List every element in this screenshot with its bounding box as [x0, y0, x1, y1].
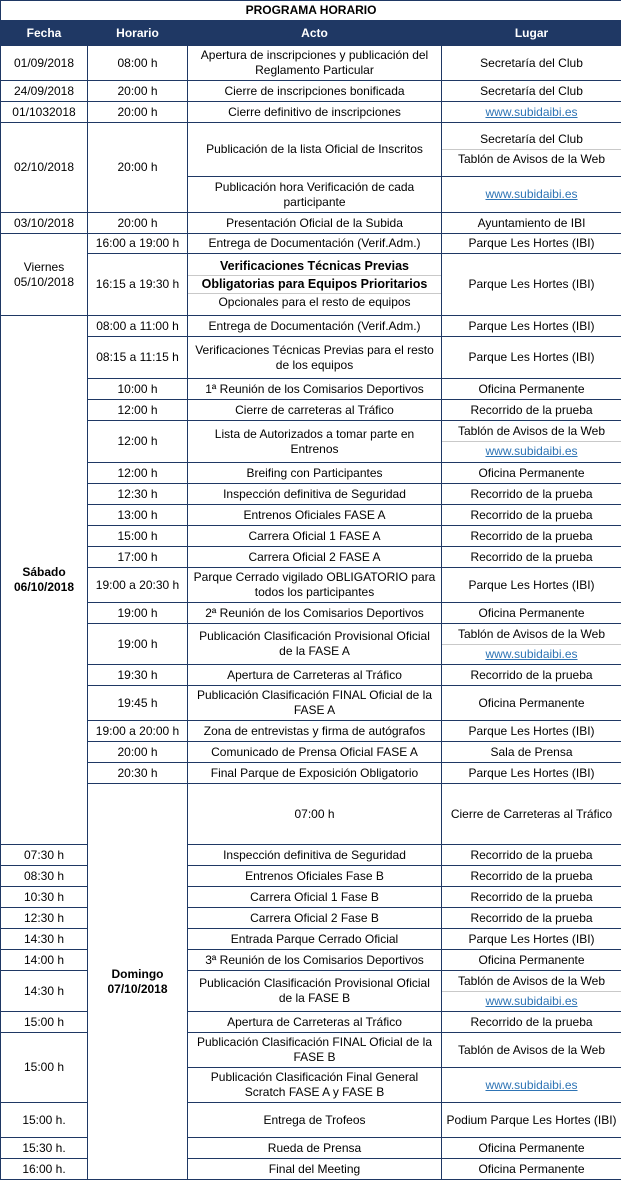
fecha-date: 05/10/2018	[3, 275, 85, 290]
table-row	[1, 721, 621, 742]
lugar-cell	[442, 421, 621, 463]
horario-cell: 19:30 h	[88, 665, 188, 686]
horario-cell: 08:30 h	[1, 866, 88, 887]
table-row	[1, 547, 621, 568]
horario-cell: 16:15 a 19:30 h	[88, 254, 188, 316]
table-row	[1, 505, 621, 526]
fecha-cell: 01/1032018	[1, 102, 88, 123]
acto-cell: Verificaciones Técnicas Previas para el resto de los equipos	[188, 337, 442, 379]
lugar-cell: Recorrido de la prueba	[442, 505, 621, 526]
lugar-link[interactable]: www.subidaibi.es	[442, 1068, 621, 1103]
lugar-cell: Secretaría del Club	[442, 81, 621, 102]
acto-cell: 3ª Reunión de los Comisarios Deportivos	[188, 950, 442, 971]
lugar-cell: Oficina Permanente	[442, 1138, 621, 1159]
fecha-cell: 01/09/2018	[1, 46, 88, 81]
horario-cell: 08:00 a 11:00 h	[88, 316, 188, 337]
horario-cell: 15:00 h	[88, 526, 188, 547]
lugar-link[interactable]: www.subidaibi.es	[442, 102, 621, 123]
acto-cell: Cierre de carreteras al Tráfico	[188, 400, 442, 421]
header-acto: Acto	[188, 21, 442, 46]
acto-cell: Final Parque de Exposición Obligatorio	[188, 763, 442, 784]
header-horario: Horario	[88, 21, 188, 46]
horario-cell: 12:30 h	[88, 484, 188, 505]
horario-cell: 20:00 h	[88, 81, 188, 102]
acto-cell: Cierre de inscripciones bonificada	[188, 81, 442, 102]
table-row	[1, 123, 621, 177]
lugar-link[interactable]: www.subidaibi.es	[442, 441, 621, 461]
acto-cell: Parque Cerrado vigilado OBLIGATORIO para todos los participantes	[188, 568, 442, 603]
table-row	[1, 568, 621, 603]
acto-cell: Entrenos Oficiales Fase B	[188, 866, 442, 887]
horario-cell: 14:30 h	[1, 929, 88, 950]
horario-cell: 20:30 h	[88, 763, 188, 784]
fecha-cell	[88, 784, 188, 1180]
horario-cell: 12:00 h	[88, 463, 188, 484]
fecha-cell: 02/10/2018	[1, 123, 88, 213]
horario-cell: 10:00 h	[88, 379, 188, 400]
acto-line: Verificaciones Técnicas Previas	[188, 258, 441, 275]
table-row	[1, 463, 621, 484]
horario-cell: 20:00 h	[88, 742, 188, 763]
acto-cell: Presentación Oficial de la Subida	[188, 213, 442, 234]
acto-cell: Cierre de Carreteras al Tráfico	[442, 784, 621, 845]
acto-cell: Carrera Oficial 1 FASE A	[188, 526, 442, 547]
horario-cell: 07:00 h	[188, 784, 442, 845]
lugar-link[interactable]: www.subidaibi.es	[442, 644, 621, 664]
horario-cell: 16:00 a 19:00 h	[88, 234, 188, 254]
acto-cell: Breifing con Participantes	[188, 463, 442, 484]
fecha-dia: Domingo	[90, 967, 185, 982]
acto-cell: Final del Meeting	[188, 1159, 442, 1180]
table-row	[1, 686, 621, 721]
acto-cell: Publicación Clasificación FINAL Oficial de la FASE A	[188, 686, 442, 721]
lugar-link[interactable]: www.subidaibi.es	[442, 177, 621, 213]
acto-line: Opcionales para el resto de equipos	[188, 293, 441, 311]
lugar-cell: Parque Les Hortes (IBI)	[442, 568, 621, 603]
acto-cell: Apertura de Carreteras al Tráfico	[188, 1012, 442, 1033]
horario-cell: 15:00 h	[1, 1012, 88, 1033]
lugar-cell: Recorrido de la prueba	[442, 665, 621, 686]
lugar-cell: Secretaría del Club	[442, 46, 621, 81]
horario-cell: 12:00 h	[88, 421, 188, 463]
horario-cell: 16:00 h.	[1, 1159, 88, 1180]
table-row	[1, 784, 621, 845]
horario-cell: 07:30 h	[1, 845, 88, 866]
lugar-cell: Recorrido de la prueba	[442, 887, 621, 908]
header-lugar: Lugar	[442, 21, 621, 46]
table-row	[1, 624, 621, 665]
lugar-cell: Oficina Permanente	[442, 950, 621, 971]
horario-cell: 19:00 h	[88, 624, 188, 665]
table-row	[1, 234, 621, 254]
lugar-cell: Oficina Permanente	[442, 1159, 621, 1180]
fecha-cell: 24/09/2018	[1, 81, 88, 102]
table-row	[1, 337, 621, 379]
lugar-cell: Oficina Permanente	[442, 686, 621, 721]
acto-cell: Apertura de Carreteras al Tráfico	[188, 665, 442, 686]
table-row	[1, 379, 621, 400]
acto-line: Obligatorias para Equipos Prioritarios	[188, 275, 441, 293]
horario-cell: 19:00 a 20:30 h	[88, 568, 188, 603]
table-row	[1, 81, 621, 102]
table-row	[1, 603, 621, 624]
table-row	[1, 665, 621, 686]
acto-cell: Inspección definitiva de Seguridad	[188, 484, 442, 505]
acto-cell: Cierre definitivo de inscripciones	[188, 102, 442, 123]
lugar-link[interactable]: www.subidaibi.es	[442, 991, 621, 1011]
horario-cell: 08:15 a 11:15 h	[88, 337, 188, 379]
acto-cell: Apertura de inscripciones y publicación del Reglamento Particular	[188, 46, 442, 81]
lugar-cell: Recorrido de la prueba	[442, 400, 621, 421]
acto-cell: 1ª Reunión de los Comisarios Deportivos	[188, 379, 442, 400]
lugar-cell: Recorrido de la prueba	[442, 526, 621, 547]
fecha-cell	[1, 234, 88, 316]
lugar-cell	[442, 971, 621, 1012]
acto-cell: Rueda de Prensa	[188, 1138, 442, 1159]
acto-cell: Publicación Clasificación Provisional Oficial de la FASE B	[188, 971, 442, 1012]
horario-cell: 19:45 h	[88, 686, 188, 721]
acto-cell: Publicación Clasificación FINAL Oficial de la FASE B	[188, 1033, 442, 1068]
acto-cell: Entrega de Documentación (Verif.Adm.)	[188, 316, 442, 337]
acto-cell: 2ª Reunión de los Comisarios Deportivos	[188, 603, 442, 624]
acto-cell	[188, 254, 442, 316]
lugar-cell: Recorrido de la prueba	[442, 547, 621, 568]
lugar-cell: Parque Les Hortes (IBI)	[442, 721, 621, 742]
acto-cell: Publicación hora Verificación de cada participante	[188, 177, 442, 213]
table-row	[1, 526, 621, 547]
lugar-line: Tablón de Avisos de la Web	[442, 972, 621, 991]
horario-cell: 10:30 h	[1, 887, 88, 908]
table-row	[1, 421, 621, 463]
acto-cell: Entrega de Trofeos	[188, 1103, 442, 1138]
lugar-cell: Recorrido de la prueba	[442, 1012, 621, 1033]
lugar-cell	[442, 624, 621, 665]
lugar-line: Tablón de Avisos de la Web	[442, 422, 621, 441]
table-row	[1, 46, 621, 81]
horario-cell: 14:00 h	[1, 950, 88, 971]
lugar-cell: Podium Parque Les Hortes (IBI)	[442, 1103, 621, 1138]
lugar-cell: Recorrido de la prueba	[442, 908, 621, 929]
lugar-cell: Parque Les Hortes (IBI)	[442, 929, 621, 950]
lugar-cell: Ayuntamiento de IBI	[442, 213, 621, 234]
table-row	[1, 763, 621, 784]
horario-cell: 15:00 h	[1, 1033, 88, 1103]
horario-cell: 12:30 h	[1, 908, 88, 929]
lugar-cell: Parque Les Hortes (IBI)	[442, 316, 621, 337]
horario-cell: 13:00 h	[88, 505, 188, 526]
horario-cell: 20:00 h	[88, 213, 188, 234]
fecha-cell	[1, 316, 88, 845]
acto-cell: Publicación Clasificación Provisional Oficial de la FASE A	[188, 624, 442, 665]
lugar-cell: Tablón de Avisos de la Web	[442, 1033, 621, 1068]
lugar-cell	[442, 123, 621, 177]
acto-cell: Comunicado de Prensa Oficial FASE A	[188, 742, 442, 763]
horario-cell: 14:30 h	[1, 971, 88, 1012]
lugar-cell: Oficina Permanente	[442, 463, 621, 484]
horario-cell: 12:00 h	[88, 400, 188, 421]
lugar-line: Tablón de Avisos de la Web	[442, 149, 621, 169]
horario-cell: 15:00 h.	[1, 1103, 88, 1138]
header-fecha: Fecha	[1, 21, 88, 46]
acto-cell: Entrenos Oficiales FASE A	[188, 505, 442, 526]
horario-cell: 19:00 a 20:00 h	[88, 721, 188, 742]
table-row	[1, 102, 621, 123]
lugar-cell: Oficina Permanente	[442, 379, 621, 400]
acto-cell: Entrada Parque Cerrado Oficial	[188, 929, 442, 950]
acto-cell: Publicación Clasificación Final General Scratch FASE A y FASE B	[188, 1068, 442, 1103]
table-row	[1, 316, 621, 337]
fecha-date: 06/10/2018	[3, 580, 85, 595]
horario-cell: 17:00 h	[88, 547, 188, 568]
lugar-cell: Parque Les Hortes (IBI)	[442, 234, 621, 254]
table-row	[1, 400, 621, 421]
lugar-cell: Oficina Permanente	[442, 603, 621, 624]
horario-cell: 19:00 h	[88, 603, 188, 624]
lugar-line: Tablón de Avisos de la Web	[442, 625, 621, 644]
table-title: PROGRAMA HORARIO	[1, 1, 621, 21]
lugar-cell: Recorrido de la prueba	[442, 866, 621, 887]
lugar-cell: Parque Les Hortes (IBI)	[442, 337, 621, 379]
acto-cell: Inspección definitiva de Seguridad	[188, 845, 442, 866]
horario-cell: 08:00 h	[88, 46, 188, 81]
lugar-cell: Sala de Prensa	[442, 742, 621, 763]
fecha-date: 07/10/2018	[90, 982, 185, 997]
fecha-dia: Sábado	[3, 565, 85, 580]
acto-cell: Lista de Autorizados a tomar parte en Entrenos	[188, 421, 442, 463]
table-row	[1, 742, 621, 763]
acto-cell: Entrega de Documentación (Verif.Adm.)	[188, 234, 442, 254]
fecha-cell: 03/10/2018	[1, 213, 88, 234]
table-row	[1, 484, 621, 505]
lugar-cell: Parque Les Hortes (IBI)	[442, 254, 621, 316]
horario-cell: 20:00 h	[88, 102, 188, 123]
horario-cell: 15:30 h.	[1, 1138, 88, 1159]
acto-cell: Publicación de la lista Oficial de Inscritos	[188, 123, 442, 177]
acto-cell: Zona de entrevistas y firma de autógrafos	[188, 721, 442, 742]
acto-cell: Carrera Oficial 2 Fase B	[188, 908, 442, 929]
acto-cell: Carrera Oficial 2 FASE A	[188, 547, 442, 568]
horario-cell: 20:00 h	[88, 123, 188, 213]
lugar-line: Secretaría del Club	[442, 130, 621, 149]
lugar-cell: Recorrido de la prueba	[442, 845, 621, 866]
lugar-cell: Recorrido de la prueba	[442, 484, 621, 505]
lugar-cell: Parque Les Hortes (IBI)	[442, 763, 621, 784]
table-row	[1, 213, 621, 234]
acto-cell: Carrera Oficial 1 Fase B	[188, 887, 442, 908]
table-row	[1, 254, 621, 316]
fecha-dia: Viernes	[3, 260, 85, 275]
